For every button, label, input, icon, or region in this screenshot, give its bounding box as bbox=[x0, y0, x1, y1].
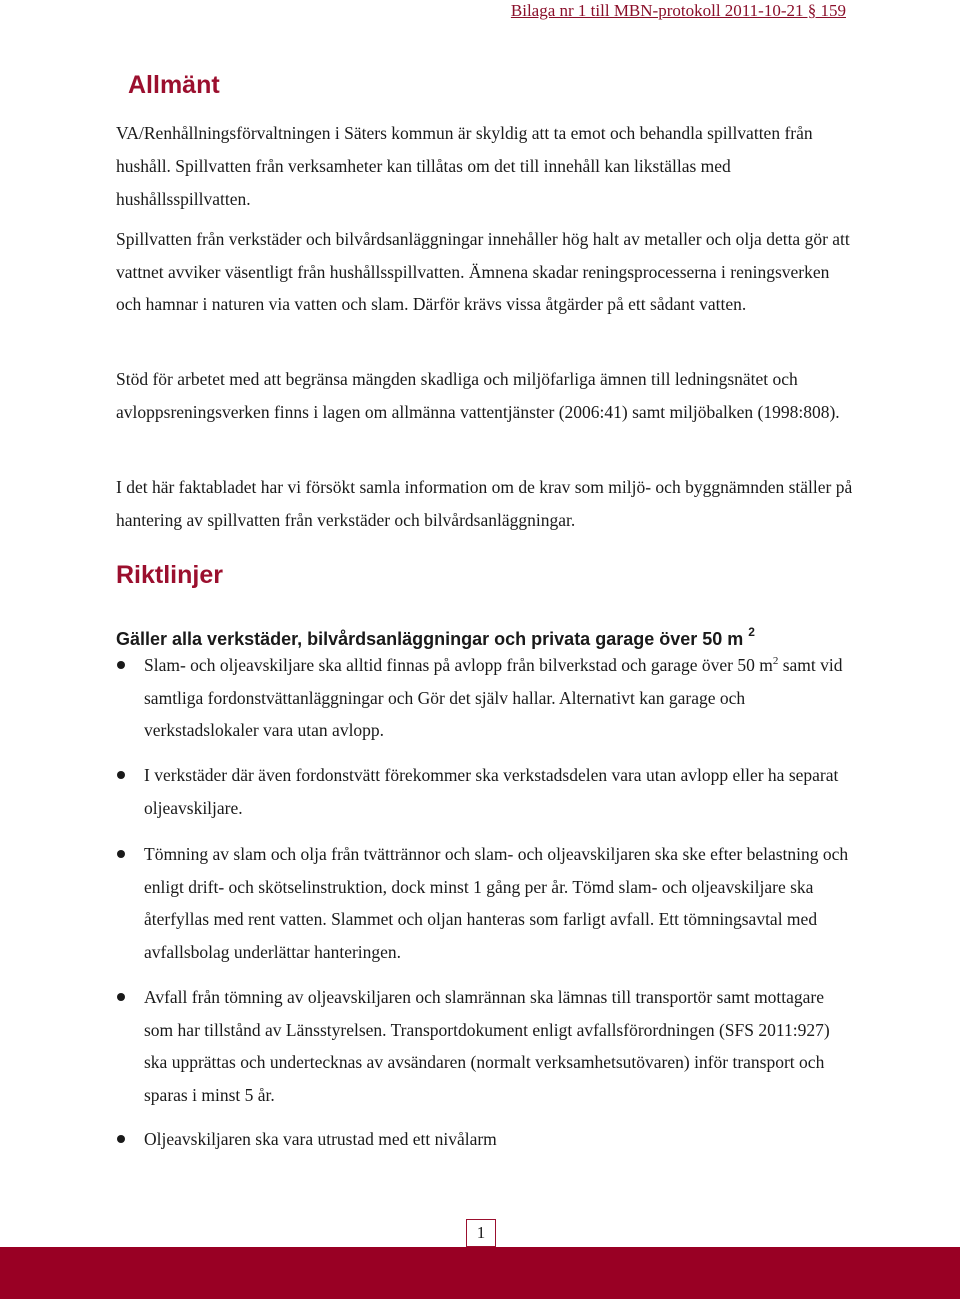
section-heading-riktlinjer: Riktlinjer bbox=[116, 561, 223, 589]
list-item bbox=[144, 1123, 856, 1156]
list-item bbox=[144, 759, 856, 824]
list-item-text-before: Slam- och oljeavskiljare ska alltid finnas på avlopp från bilverkstad och garage över 50 m bbox=[144, 655, 773, 675]
bullet-icon bbox=[117, 661, 125, 669]
subheading-scope bbox=[116, 621, 755, 652]
list-item-text: Avfall från tömning av oljeavskiljaren och slamrännan ska lämnas till transportör samt mottagare som har tillstånd av Länsstyrelsen. Transportdokument enligt avfallsförordningen (SFS 2011:927) ska upprättas och undertecknas av avsändaren (normalt verksamhetsutövaren) inför transport och sparas i minst 5 år. bbox=[144, 987, 830, 1105]
paragraph-intro: VA/Renhållningsförvaltningen i Säters kommun är skyldig att ta emot och behandla spillvatten från hushåll. Spillvatten från verksamheter kan tillåtas om det till innehåll kan likställas med hushållsspillvatten. bbox=[116, 123, 813, 209]
paragraph-workshops: Spillvatten från verkstäder och bilvårdsanläggningar innehåller hög halt av metaller och olja detta gör att vattnet avviker väsentligt från hushållsspillvatten. Ämnena skadar reningsprocesserna i reningsverken och hamnar i naturen via vatten och slam. Därför krävs vissa åtgärder på ett sådant vatten. bbox=[116, 229, 850, 314]
footer-band bbox=[0, 1247, 960, 1299]
page-number: 1 bbox=[466, 1219, 496, 1247]
list-item-text-after: samt vid samtliga fordonstvättanläggningar och Gör det själv hallar. Alternativt kan garage och verkstadslokaler vara utan avlopp. bbox=[144, 655, 843, 740]
list-item-text: I verkstäder där även fordonstvätt förekommer ska verkstadsdelen vara utan avlopp eller ha separat oljeavskiljare. bbox=[144, 765, 839, 818]
paragraph-legal-basis: Stöd för arbetet med att begränsa mängden skadliga och miljöfarliga ämnen till ledningsnätet och avloppsreningsverken finns i lagen om allmänna vattentjänster (2006:41) samt miljöbalken (1998:808). bbox=[116, 369, 840, 422]
section-heading-allmant: Allmänt bbox=[128, 71, 220, 99]
list-item-text: Oljeavskiljaren ska vara utrustad med ett nivålarm bbox=[144, 1129, 497, 1149]
paragraph-factsheet-purpose: I det här faktabladet har vi försökt samla information om de krav som miljö- och byggnämnden ställer på hantering av spillvatten från verkstäder och bilvårdsanläggningar. bbox=[116, 477, 853, 530]
list-item bbox=[144, 838, 856, 968]
list-item-text: Tömning av slam och olja från tvättrännor och slam- och oljeavskiljaren ska ske efter belastning och enligt drift- och skötselinstruktion, dock minst 1 gång per år. Tömd slam- och oljeavskiljare ska återfyllas med rent vatten. Slammet och oljan hanteras som farligt avfall. Ett tömningsavtal med avfallsbolag underlättar hanteringen. bbox=[144, 844, 849, 962]
subheading-superscript: 2 bbox=[748, 625, 755, 639]
list-item-superscript: 2 bbox=[772, 655, 779, 668]
bullet-icon bbox=[117, 1135, 125, 1143]
bullet-icon bbox=[117, 993, 125, 1001]
list-item bbox=[144, 981, 856, 1111]
document-header: Bilaga nr 1 till MBN-protokoll 2011-10-21 § 159 bbox=[510, 1, 846, 20]
subheading-scope-text: Gäller alla verkstäder, bilvårdsanläggningar och privata garage över 50 m bbox=[116, 629, 744, 649]
bullet-icon bbox=[117, 771, 125, 779]
list-item bbox=[144, 649, 856, 747]
bullet-icon bbox=[117, 850, 125, 858]
